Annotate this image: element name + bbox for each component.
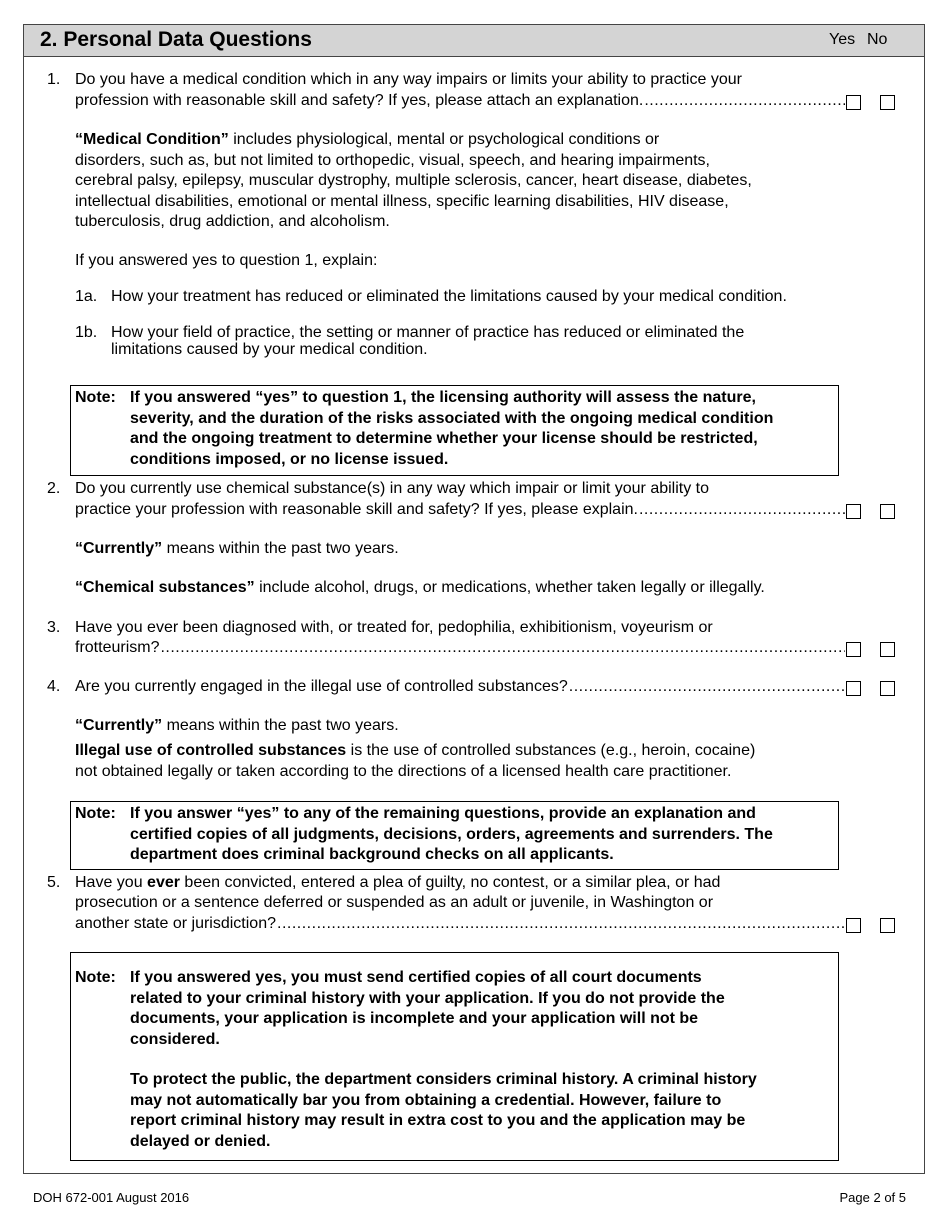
leader-dots <box>277 914 845 935</box>
section-header <box>24 25 924 57</box>
q1-no-checkbox[interactable] <box>880 95 895 110</box>
q4-no-checkbox[interactable] <box>880 681 895 696</box>
q1-definition-line2: disorders, such as, but not limited to orthopedic, visual, speech, and hearing impairments, <box>75 152 710 169</box>
note-label: Note: <box>75 969 116 986</box>
q1-number: 1. <box>47 71 61 88</box>
q5-text-line3: another state or jurisdiction? <box>75 915 276 932</box>
q1-yes-checkbox[interactable] <box>846 95 861 110</box>
note-body: If you answered yes, you must send certified copies of all court documents related to your criminal history with your application. If you do not provide the documents, your application is incomplete and your application will not be considered. To protect the public, the department considers criminal history. A criminal history may not automatically bar you from obtaining a credential. However, failure to report criminal history may result in extra cost to you and the application may be delayed or denied. <box>130 969 757 1150</box>
q3-yes-checkbox[interactable] <box>846 642 861 657</box>
q1-definition-line4: intellectual disabilities, emotional or mental illness, specific learning disabilities, HIV disease, <box>75 193 729 210</box>
q3-text-line2: frotteurism? <box>75 639 160 656</box>
q4-text-row <box>75 677 845 698</box>
q3-text-line2-row <box>75 638 845 659</box>
q1-explain-intro: If you answered yes to question 1, explain: <box>75 252 378 269</box>
q4-number: 4. <box>47 678 61 695</box>
note-body: If you answered “yes” to question 1, the licensing authority will assess the nature, severity, and the duration of the risks associated with the ongoing medical condition and the ongoing treatment to determine whether your license should be restricted, conditions imposed, or no license issued. <box>130 389 774 468</box>
q1a-label: 1a. <box>75 288 98 305</box>
q1-definition-line3: cerebral palsy, epilepsy, muscular dystrophy, multiple sclerosis, cancer, heart disease, diabetes, <box>75 172 752 189</box>
q1-text-line2: profession with reasonable skill and safety? If yes, please attach an explanation. <box>75 92 644 109</box>
q2-number: 2. <box>47 480 61 497</box>
leader-dots <box>644 91 845 112</box>
q2-definition-currently: “Currently” means within the past two years. <box>75 540 399 557</box>
q2-definition-chemical: “Chemical substances” include alcohol, drugs, or medications, whether taken legally or illegally. <box>75 579 765 596</box>
q1b-label: 1b. <box>75 324 98 341</box>
note-body: If you answer “yes” to any of the remaining questions, provide an explanation and certified copies of all judgments, decisions, orders, agreements and surrenders. The department does criminal background checks on all applicants. <box>130 805 773 863</box>
q5-emphasis-ever: ever <box>147 874 180 891</box>
yes-column-label: Yes <box>829 31 856 48</box>
note-label: Note: <box>75 805 116 822</box>
q5-yes-checkbox[interactable] <box>846 918 861 933</box>
q2-yes-checkbox[interactable] <box>846 504 861 519</box>
q1b-text-line2: limitations caused by your medical condition. <box>111 341 428 358</box>
no-column-label: No <box>867 31 888 48</box>
note-box-remaining-questions <box>70 801 839 870</box>
q2-text-line2-row <box>75 500 845 521</box>
q4-yes-checkbox[interactable] <box>846 681 861 696</box>
q4-definition-currently: “Currently” means within the past two years. <box>75 717 399 734</box>
q2-text-line1: Do you currently use chemical substance(s) in any way which impair or limit your ability to <box>75 480 710 497</box>
q1a-text: How your treatment has reduced or eliminated the limitations caused by your medical condition. <box>111 288 787 305</box>
note-label: Note: <box>75 389 116 406</box>
q5-text-line2: prosecution or a sentence deferred or suspended as an adult or juvenile, in Washington or <box>75 894 714 911</box>
q1-definition-term: “Medical Condition” <box>75 131 229 148</box>
q5-text-line1: Have you ever been convicted, entered a plea of guilty, no contest, or a similar plea, or had <box>75 874 721 891</box>
q3-no-checkbox[interactable] <box>880 642 895 657</box>
note-box-criminal-history <box>70 952 839 1161</box>
q1b-text-line1: How your field of practice, the setting or manner of practice has reduced or eliminated the <box>111 324 745 341</box>
q1-text-line2-row <box>75 91 845 112</box>
q1-definition-line1: “Medical Condition” includes physiological, mental or psychological conditions or <box>75 131 660 148</box>
form-id: DOH 672-001 August 2016 <box>33 1190 190 1205</box>
q1-definition-line5: tuberculosis, drug addiction, and alcoholism. <box>75 213 390 230</box>
q3-text-line1: Have you ever been diagnosed with, or treated for, pedophilia, exhibitionism, voyeurism or <box>75 619 713 636</box>
q1-text-line1: Do you have a medical condition which in any way impairs or limits your ability to practice your <box>75 71 742 88</box>
q5-text-line3-row <box>75 914 845 935</box>
note-box-medical <box>70 385 839 476</box>
leader-dots <box>639 500 845 521</box>
q4-definition-illegal-use-line2: not obtained legally or taken according to the directions of a licensed health care practitioner. <box>75 763 732 780</box>
q2-no-checkbox[interactable] <box>880 504 895 519</box>
q4-text-line1: Are you currently engaged in the illegal use of controlled substances? <box>75 678 568 695</box>
q5-no-checkbox[interactable] <box>880 918 895 933</box>
page-number: Page 2 of 5 <box>839 1190 906 1205</box>
q2-text-line2: practice your profession with reasonable skill and safety? If yes, please explain. <box>75 501 638 518</box>
q3-number: 3. <box>47 619 61 636</box>
q5-number: 5. <box>47 874 61 891</box>
leader-dots <box>160 638 845 659</box>
leader-dots <box>569 677 845 698</box>
section-title: 2. Personal Data Questions <box>40 28 312 51</box>
q4-definition-illegal-use: Illegal use of controlled substances is the use of controlled substances (e.g., heroin, cocaine) <box>75 742 756 759</box>
